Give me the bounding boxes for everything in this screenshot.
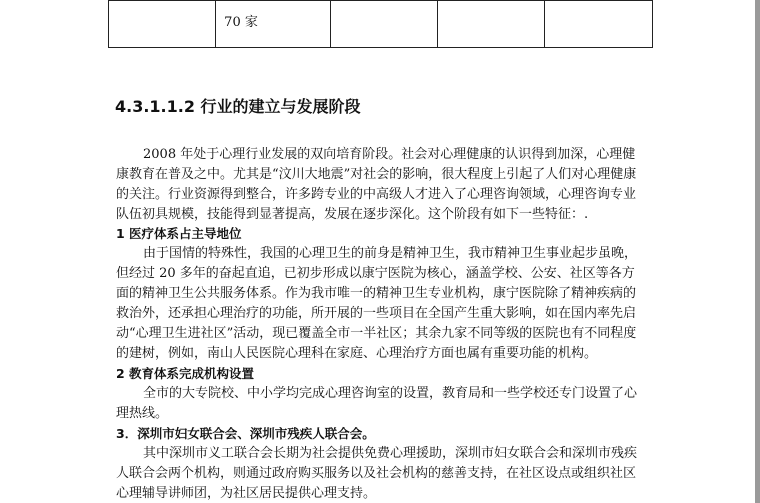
table-cell [109,1,216,48]
paragraph-line: 的建树，例如，南山人民医院心理科在家庭、心理治疗方面也属有重要功能的机构。 [116,346,598,361]
table-row [109,1,653,48]
paragraph-line: 但经过 20 多年的奋起直追，已初步形成以康宁医院为核心，涵盖学校、公安、社区等各方 [116,266,635,281]
subheading: 1 医疗体系占主导地位 [116,226,242,241]
paragraph-line: 人联合会两个机构，则通过政府购买服务以及社会机构的慈善支持，在社区设点或组织社区 [116,466,637,481]
table-cell [437,1,544,48]
paragraph-line: 理热线。 [116,406,169,421]
paragraph-line: 心理辅导讲师团，为社区居民提供心理支持。 [116,486,377,501]
paragraph-line: 的关注。行业资源得到整合，许多跨专业的中高级人才进入了心理咨询领域，心理咨询专业 [116,187,637,202]
data-table [108,0,653,48]
table-cell [331,1,437,48]
table-cell: 70 家 [216,1,331,48]
paragraph-line: 队伍初具规模，技能得到显著提高，发展在逐步深化。这个阶段有如下一些特征：. [116,207,589,222]
subheading: 2 教育体系完成机构设置 [116,366,255,381]
paragraph-line: 由于国情的特殊性，我国的心理卫生的前身是精神卫生，我市精神卫生事业起步虽晚， [143,246,638,261]
paragraph-line: 面的精神卫生公共服务体系。作为我市唯一的精神卫生专业机构，康宁医院除了精神疾病的 [116,286,637,301]
paragraph-line: 动“心理卫生进社区”活动，现已覆盖全市一半社区；其余九家不同等级的医院也有不同程度 [116,326,637,341]
table-cell [544,1,652,48]
paragraph-line: 全市的大专院校、中小学均完成心理咨询室的设置，教育局和一些学校还专门设置了心 [143,386,638,401]
section-heading: 4.3.1.1.2 行业的建立与发展阶段 [115,97,361,116]
page-edge [755,0,760,503]
paragraph-line: 2008 年处于心理行业发展的双向培育阶段。社会对心理健康的认识得到加深，心理健 [143,147,636,162]
paragraph-line: 救治外，还承担心理治疗的功能，所开展的一些项目在全国产生重大影响，如在国内率先启 [116,306,637,321]
paragraph-line: 康教育在普及之中。尤其是“汶川大地震”对社会的影响，很大程度上引起了人们对心理健康 [116,167,637,182]
subheading: 3．深圳市妇女联合会、深圳市残疾人联合会。 [116,426,375,441]
paragraph-line: 其中深圳市义工联合会长期为社会提供免费心理援助，深圳市妇女联合会和深圳市残疾 [143,446,638,461]
